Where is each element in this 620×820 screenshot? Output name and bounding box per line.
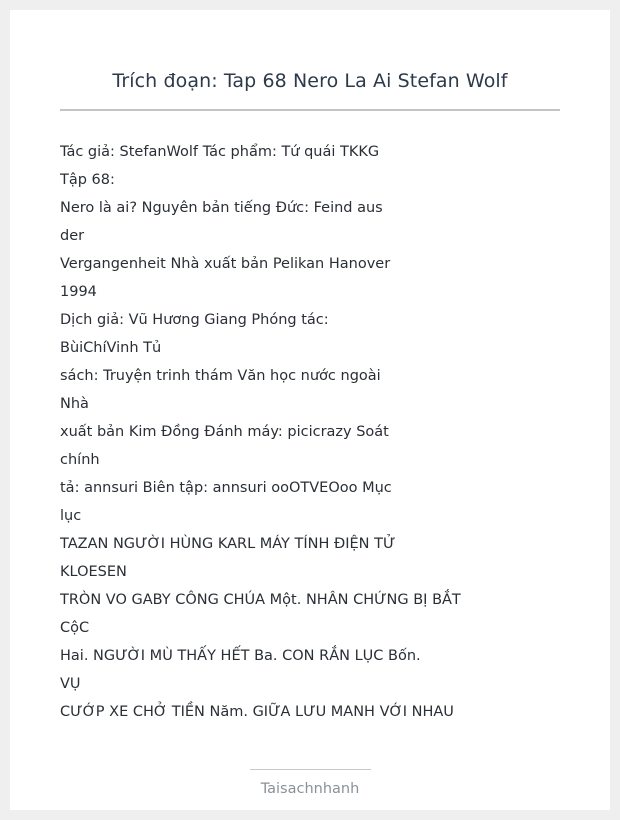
document-card [10, 10, 610, 810]
text-line: Nero là ai? Nguyên bản tiếng Đức: Feind aus [60, 200, 383, 216]
footer-brand: Taisachnhanh [260, 781, 360, 797]
text-line: der [60, 228, 85, 244]
text-line: Tập 68: [60, 172, 115, 188]
text-line: lục [60, 508, 82, 524]
text-line: CộC [60, 620, 90, 636]
text-line: CƯỚP XE CHỞ TIỀN Năm. GIỮA LƯU MANH VỚI NHAU [60, 704, 454, 720]
text-line: sách: Truyện trinh thám Văn học nước ngoài [60, 368, 381, 384]
text-line: Nhà [60, 396, 89, 412]
text-line: TRÒN VO GABY CÔNG CHÚA Một. NHÂN CHỨNG BỊ BẮT [60, 592, 461, 608]
text-line: TAZAN NGƯỜI HÙNG KARL MÁY TÍNH ĐIỆN TỬ [60, 536, 396, 552]
text-line: Dịch giả: Vũ Hương Giang Phóng tác: [60, 312, 329, 328]
page-title: Trích đoạn: Tap 68 Nero La Ai Stefan Wolf [112, 70, 508, 92]
text-line: BùiChíVinh Tủ [60, 340, 162, 356]
text-line: Vergangenheit Nhà xuất bản Pelikan Hanover [60, 256, 391, 272]
footer-divider [250, 769, 371, 770]
text-line: 1994 [60, 284, 97, 300]
text-line: tả: annsuri Biên tập: annsuri ooOTVEOoo Mục [60, 480, 392, 496]
text-line: Hai. NGƯỜI MÙ THẤY HẾT Ba. CON RẮN LỤC Bốn. [60, 648, 421, 664]
text-line: xuất bản Kim Đồng Đánh máy: picicrazy Soát [60, 424, 389, 440]
excerpt-body [60, 138, 560, 726]
text-line: VỤ [60, 676, 81, 692]
text-line: chính [60, 452, 100, 468]
text-line: KLOESEN [60, 564, 127, 580]
text-line: Tác giả: StefanWolf Tác phẩm: Tứ quái TKKG [60, 144, 380, 160]
title-divider [60, 109, 560, 111]
